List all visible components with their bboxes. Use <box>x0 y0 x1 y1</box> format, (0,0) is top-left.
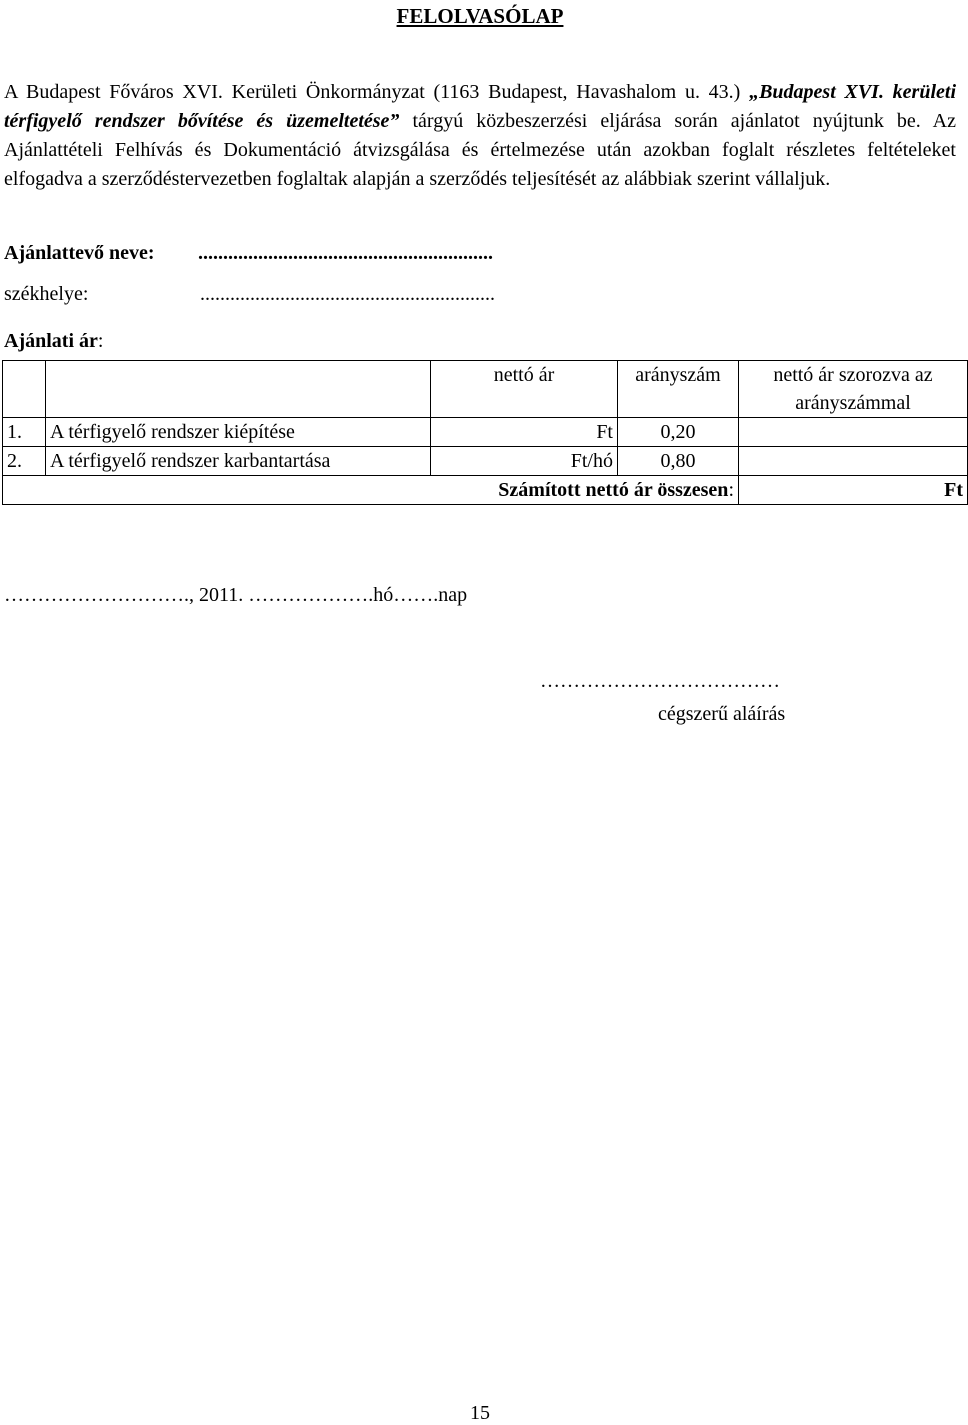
header-cell-item <box>46 361 431 418</box>
price-table <box>2 360 968 505</box>
row-item: A térfigyelő rendszer kiépítése <box>46 418 431 447</box>
bidder-seat-label: székhelye: <box>4 283 89 305</box>
signature-label: cégszerű aláírás <box>658 703 786 725</box>
month-field[interactable]: ………………. <box>248 584 374 606</box>
total-label-colon: : <box>728 479 734 501</box>
table-total-row <box>3 476 968 505</box>
year-text: ., 2011. <box>184 584 244 606</box>
table-row <box>3 447 968 476</box>
row-net-price-field[interactable]: Ft <box>431 418 618 447</box>
place-field[interactable]: ……………………… <box>4 584 184 606</box>
row-number: 2. <box>3 447 46 476</box>
intro-part-1: A Budapest Főváros XVI. Kerületi Önkormányzat (1163 Budapest, Havashalom u. 43.) <box>4 81 750 103</box>
table-header-row <box>3 361 968 418</box>
price-label-colon: : <box>97 330 104 352</box>
table-row <box>3 418 968 447</box>
row-net-price-field[interactable]: Ft/hó <box>431 447 618 476</box>
month-text: hó <box>373 584 394 606</box>
day-field[interactable]: ……. <box>393 584 439 606</box>
header-weight: arányszám <box>618 361 739 418</box>
row-weighted-field[interactable] <box>739 447 968 476</box>
bidder-name-field[interactable]: ........................................................... <box>198 242 493 264</box>
intro-paragraph <box>4 78 956 194</box>
row-weight: 0,80 <box>618 447 739 476</box>
row-weighted-field[interactable] <box>739 418 968 447</box>
total-label <box>3 476 739 505</box>
day-text: nap <box>438 584 468 606</box>
header-weighted: nettó ár szorozva az arányszámmal <box>739 361 968 418</box>
price-label-text: Ajánlati ár <box>4 330 98 352</box>
row-number: 1. <box>3 418 46 447</box>
total-value-field[interactable]: Ft <box>739 476 968 505</box>
intro-part-2: tárgyú közbeszerzési eljárása során ajánlatot nyújtunk be. Az Ajánlattételi Felhívás és Dokumentáció átvizsgálása és értelmezése után azokban foglalt részletes feltételeket elfogadva a szerződéstervezetben foglaltak alapján a szerződés teljesítését az alábbiak szerint vállaljuk. <box>4 110 956 190</box>
project-name: „Budapest XVI. kerületi térfigyelő rendszer bővítése és üzemeltetése” <box>4 81 956 132</box>
total-label-text: Számított nettó ár összesen <box>498 479 729 501</box>
header-net-price: nettó ár <box>431 361 618 418</box>
document-title: FELOLVASÓLAP <box>396 4 564 28</box>
date-line <box>4 584 467 607</box>
price-label <box>4 330 103 353</box>
signature-line[interactable]: ……………………………… <box>540 670 780 692</box>
row-item: A térfigyelő rendszer karbantartása <box>46 447 431 476</box>
bidder-seat-field[interactable]: ........................................................... <box>200 283 495 305</box>
row-weight: 0,20 <box>618 418 739 447</box>
bidder-name-label: Ajánlattevő neve: <box>4 242 155 264</box>
page-number: 15 <box>470 1402 490 1424</box>
header-cell-number <box>3 361 46 418</box>
